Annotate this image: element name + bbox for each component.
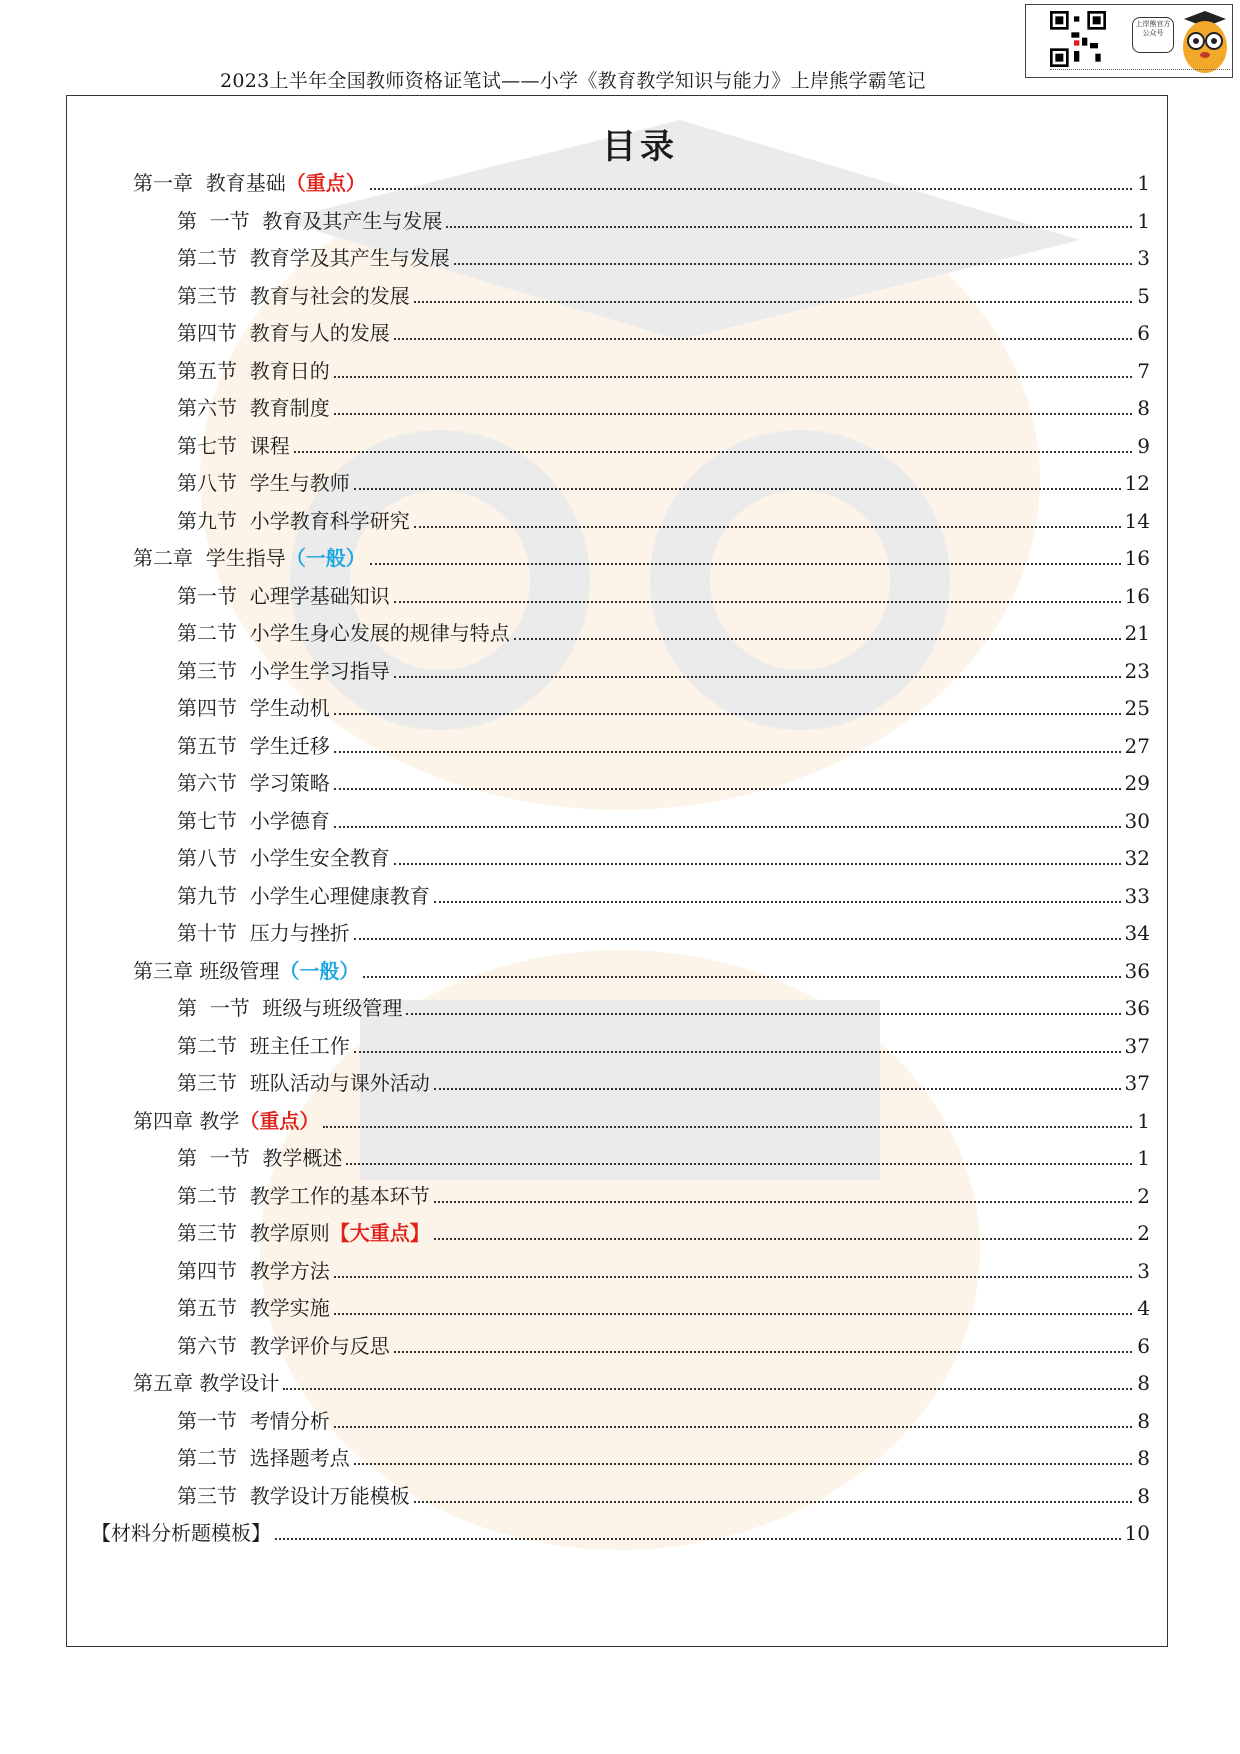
toc-section-entry[interactable]	[177, 725, 1150, 759]
toc-dot-leader	[406, 1012, 1120, 1015]
toc-section-entry[interactable]	[177, 1250, 1150, 1284]
toc-chapter-entry[interactable]	[133, 537, 1150, 571]
toc-entry-tag: （重点）	[285, 171, 366, 195]
toc-dot-leader	[334, 787, 1121, 790]
toc-dot-leader	[334, 1312, 1132, 1315]
toc-section-entry[interactable]	[177, 425, 1150, 459]
toc-page-number: 8	[1137, 396, 1150, 420]
toc-dot-leader	[454, 262, 1132, 265]
toc-dot-leader	[394, 337, 1132, 340]
toc-entry-title: 第九节 小学教育科学研究	[177, 508, 410, 533]
toc-section-entry[interactable]	[177, 875, 1150, 909]
toc-page-number: 2	[1137, 1183, 1150, 1208]
toc-page-number: 36	[1124, 958, 1150, 983]
toc-page-number: 25	[1124, 696, 1150, 720]
toc-page-number: 29	[1124, 771, 1150, 795]
toc-entry-tag: 【大重点】	[329, 1221, 430, 1245]
toc-entry-tag: （一般）	[279, 958, 360, 983]
toc-page-number: 12	[1124, 471, 1150, 495]
toc-dot-leader	[394, 1350, 1132, 1353]
toc-section-entry[interactable]	[177, 500, 1150, 534]
toc-entry-title: 第二节 班主任工作	[177, 1033, 350, 1058]
toc-page-number: 6	[1137, 321, 1150, 345]
toc-entry-title: 第七节 课程	[177, 433, 290, 458]
toc-entry-title: 第二节 小学生身心发展的规律与特点	[177, 621, 510, 645]
toc-entry-title: 第一章 教育基础	[133, 171, 286, 195]
toc-dot-leader	[394, 675, 1121, 678]
toc-page-number: 6	[1137, 1333, 1150, 1358]
toc-page-number: 3	[1137, 1258, 1150, 1283]
toc-section-entry[interactable]	[177, 1437, 1150, 1471]
toc-entry-title: 第四章 教学	[133, 1108, 240, 1133]
toc-entry-title: 第四节 教学方法	[177, 1258, 330, 1283]
toc-dot-leader	[294, 450, 1132, 453]
toc-page-number: 5	[1137, 283, 1150, 308]
toc-section-entry[interactable]	[177, 1287, 1150, 1321]
toc-section-entry[interactable]	[177, 1325, 1150, 1359]
toc-page-number: 32	[1124, 846, 1150, 870]
qr-code-icon	[1050, 11, 1106, 67]
toc-chapter-entry[interactable]	[133, 950, 1150, 984]
toc-dot-leader	[346, 1162, 1132, 1165]
toc-section-entry[interactable]	[177, 912, 1150, 946]
toc-dot-leader	[363, 975, 1120, 978]
toc-section-entry[interactable]	[177, 1400, 1150, 1434]
toc-section-entry[interactable]	[177, 1137, 1150, 1171]
toc-entry-title: 第二节 选择题考点	[177, 1446, 350, 1470]
badge-footer-rule	[1050, 69, 1230, 76]
toc-page-number: 14	[1124, 508, 1150, 533]
toc-dot-leader	[446, 225, 1132, 228]
toc-page-number: 37	[1124, 1033, 1150, 1058]
toc-entry-title: 第三节 班队活动与课外活动	[177, 1071, 430, 1095]
toc-entry-title: 【材料分析题模板】	[91, 1521, 271, 1545]
toc-page-number: 9	[1137, 433, 1150, 458]
toc-entry-title: 第二节 教育学及其产生与发展	[177, 246, 450, 270]
toc-entry-title: 第三章 班级管理	[133, 958, 280, 983]
toc-dot-leader	[334, 712, 1121, 715]
toc-dot-leader	[334, 1425, 1132, 1428]
toc-entry-title: 第五节 教学实施	[177, 1296, 330, 1320]
toc-entry-title: 第一节 心理学基础知识	[177, 583, 390, 608]
toc-section-entry[interactable]	[177, 312, 1150, 346]
toc-page-number: 34	[1124, 921, 1150, 945]
toc-page-number: 3	[1137, 246, 1150, 270]
toc-section-entry[interactable]	[177, 387, 1150, 421]
toc-section-entry[interactable]	[177, 1062, 1150, 1096]
toc-page-number: 16	[1124, 583, 1150, 608]
toc-entry-title: 第四节 学生动机	[177, 696, 330, 720]
toc-section-entry[interactable]	[177, 800, 1150, 834]
toc-entry-title: 第二章 学生指导	[133, 546, 286, 570]
bear-mascot-icon	[1178, 7, 1232, 77]
toc-entry-title: 第二节 教学工作的基本环节	[177, 1183, 430, 1208]
toc-entry-title: 第 一节 教育及其产生与发展	[177, 208, 443, 233]
toc-dot-leader	[414, 300, 1132, 303]
toc-entry-title: 第 一节 教学概述	[177, 1146, 343, 1170]
toc-page-number: 27	[1124, 733, 1150, 758]
header-qr-badge	[1025, 4, 1233, 78]
toc-dot-leader	[370, 562, 1121, 565]
toc-chapter-entry[interactable]	[133, 1100, 1150, 1134]
toc-dot-leader	[354, 937, 1121, 940]
toc-chapter-entry[interactable]	[133, 1362, 1150, 1396]
toc-section-entry[interactable]	[177, 650, 1150, 684]
toc-dot-leader	[434, 1237, 1132, 1240]
toc-page-number: 7	[1137, 358, 1150, 383]
toc-dot-leader	[394, 862, 1121, 865]
toc-dot-leader	[354, 1050, 1121, 1053]
toc-page-number: 8	[1137, 1408, 1150, 1433]
toc-chapter-entry[interactable]	[133, 162, 1150, 196]
toc-entry-title: 第三节 教育与社会的发展	[177, 283, 410, 308]
toc-section-entry[interactable]	[177, 687, 1150, 721]
toc-page-number: 33	[1124, 883, 1150, 908]
toc-dot-leader	[434, 1200, 1132, 1203]
toc-page-number: 21	[1124, 621, 1150, 645]
toc-page-number: 10	[1124, 1521, 1150, 1545]
toc-page-number: 30	[1124, 808, 1150, 833]
toc-entry-title: 第九节 小学生心理健康教育	[177, 883, 430, 908]
toc-page-number: 1	[1137, 208, 1150, 233]
toc-dot-leader	[334, 412, 1132, 415]
toc-entry-title: 第七节 小学德育	[177, 808, 330, 833]
toc-entry-title: 第六节 教学评价与反思	[177, 1333, 390, 1358]
toc-entry-title: 第五节 教育日的	[177, 358, 330, 383]
toc-section-entry[interactable]	[177, 1175, 1150, 1209]
toc-dot-leader	[354, 487, 1121, 490]
toc-entry-title: 第 一节 班级与班级管理	[177, 996, 403, 1020]
toc-section-entry[interactable]	[177, 275, 1150, 309]
toc-dot-leader	[414, 1500, 1132, 1503]
toc-entry-title: 第六节 学习策略	[177, 771, 330, 795]
toc-title: 目录	[602, 127, 678, 167]
toc-entry-title: 第六节 教育制度	[177, 396, 330, 420]
toc-dot-leader	[394, 600, 1121, 603]
toc-dot-leader	[334, 375, 1132, 378]
toc-dot-leader	[334, 1275, 1132, 1278]
toc-page-number: 8	[1137, 1371, 1150, 1395]
toc-entry-title: 第八节 小学生安全教育	[177, 846, 390, 870]
toc-page-number: 2	[1137, 1221, 1150, 1245]
toc-dot-leader	[323, 1125, 1132, 1128]
toc-entry-title: 第三节 教学设计万能模板	[177, 1483, 410, 1508]
toc-page-number: 1	[1137, 1108, 1150, 1133]
toc-entry-tag: （重点）	[239, 1108, 320, 1133]
toc-section-entry[interactable]	[177, 462, 1150, 496]
toc-page-number: 1	[1137, 1146, 1150, 1170]
toc-page-number: 36	[1124, 996, 1150, 1020]
toc-dot-leader	[334, 750, 1121, 753]
toc-entry-title: 第十节 压力与挫折	[177, 921, 350, 945]
toc-entry-title: 第八节 学生与教师	[177, 471, 350, 495]
toc-page-number: 8	[1137, 1446, 1150, 1470]
toc-page-number: 4	[1137, 1296, 1150, 1320]
toc-section-entry[interactable]	[177, 1475, 1150, 1509]
toc-dot-leader	[414, 525, 1121, 528]
toc-dot-leader	[434, 1087, 1121, 1090]
toc-dot-leader	[434, 900, 1121, 903]
running-header-title: 2023上半年全国教师资格证笔试——小学《教育教学知识与能力》上岸熊学霸笔记	[220, 70, 926, 92]
toc-section-entry[interactable]	[177, 987, 1150, 1021]
toc-section-entry[interactable]	[177, 837, 1150, 871]
toc-page-number: 8	[1137, 1483, 1150, 1508]
toc-section-entry[interactable]	[177, 200, 1150, 234]
toc-dot-leader	[354, 1462, 1132, 1465]
toc-entry-title: 第四节 教育与人的发展	[177, 321, 390, 345]
toc-section-entry[interactable]	[177, 575, 1150, 609]
toc-entry-title: 第五章 教学设计	[133, 1371, 280, 1395]
toc-section-entry[interactable]	[177, 1025, 1150, 1059]
speech-bubble: 上岸熊官方公众号	[1132, 17, 1174, 53]
toc-dot-leader	[370, 187, 1132, 190]
toc-section-entry[interactable]	[177, 762, 1150, 796]
toc-dot-leader	[283, 1387, 1132, 1390]
toc-page-number: 1	[1137, 171, 1150, 195]
toc-entry-title: 第五节 学生迁移	[177, 733, 330, 758]
toc-page-number: 23	[1124, 658, 1150, 683]
toc-entry-title: 第三节 小学生学习指导	[177, 658, 390, 683]
toc-appendix-entry[interactable]	[91, 1512, 1150, 1546]
toc-dot-leader	[275, 1537, 1121, 1540]
toc-dot-leader	[334, 825, 1121, 828]
toc-dot-leader	[514, 637, 1121, 640]
toc-entry-tag: （一般）	[285, 546, 366, 570]
toc-entry-title: 第一节 考情分析	[177, 1408, 330, 1433]
toc-section-entry[interactable]	[177, 237, 1150, 271]
toc-page-number: 16	[1124, 546, 1150, 570]
toc-section-entry[interactable]	[177, 1212, 1150, 1246]
toc-page-number: 37	[1124, 1071, 1150, 1095]
toc-section-entry[interactable]	[177, 612, 1150, 646]
toc-section-entry[interactable]	[177, 350, 1150, 384]
toc-entry-title: 第三节 教学原则	[177, 1221, 330, 1245]
